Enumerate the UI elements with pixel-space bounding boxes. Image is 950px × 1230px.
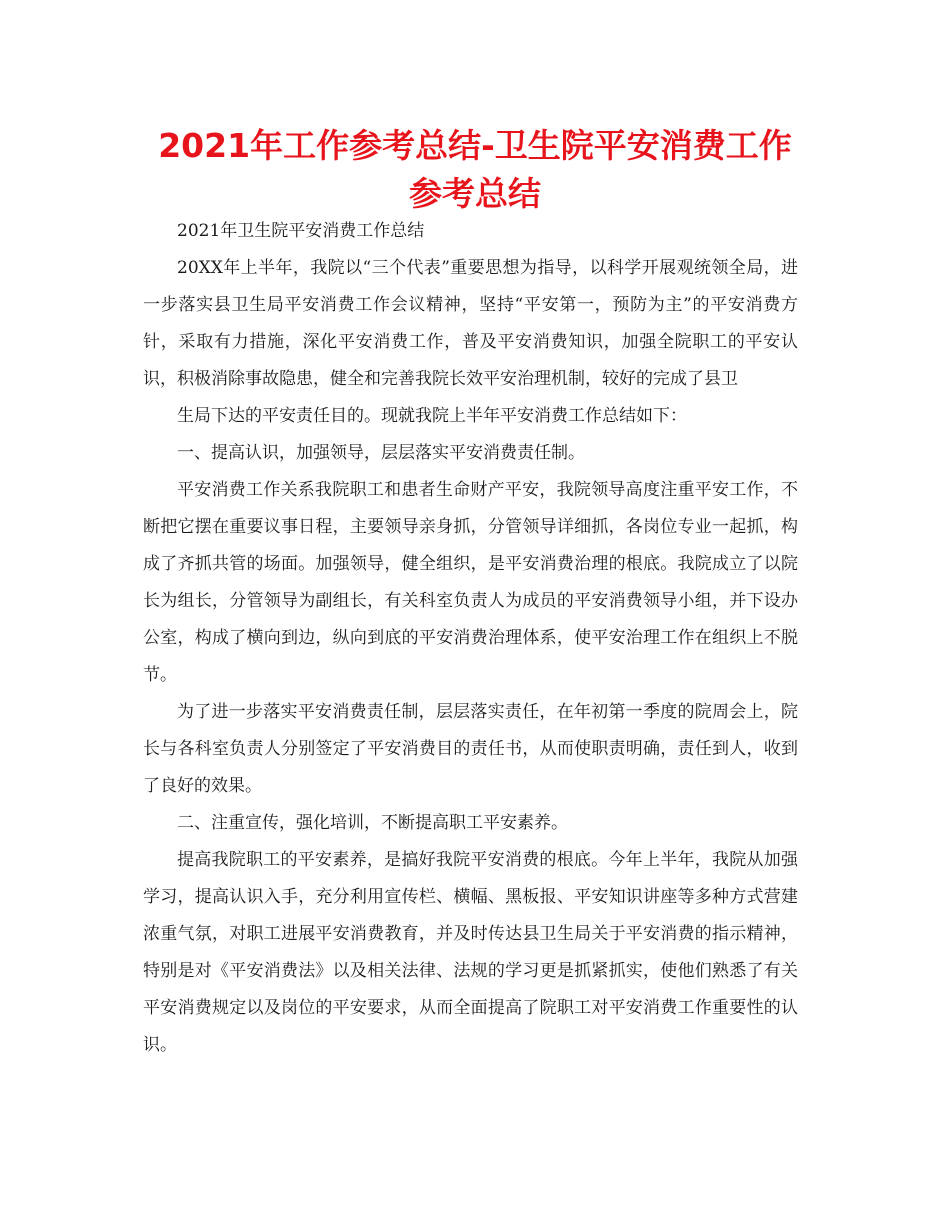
paragraph-section-1a: 平安消费工作关系我院职工和患者生命财产平安，我院领导高度注重平安工作，不断把它摆在重要议事日程，主要领导亲身抓，分管领导详细抓，各岗位专业一起抓，构成了齐抓共管的场面。加强领导，健全组织，是平安消费治理的根底。我院成立了以院长为组长，分管领导为副组长，有关科室负责人为成员的平安消费领导小组，并下设办公室，构成了横向到边，纵向到底的平安消费治理体系，使平安治理工作在组织上不脱节。 <box>143 480 798 685</box>
section-heading-2: 二、注重宣传，强化培训，不断提高职工平安素养。 <box>177 813 568 833</box>
paragraph-subtitle: 2021年卫生院平安消费工作总结 <box>177 221 425 241</box>
paragraph-section-1b: 为了进一步落实平安消费责任制，层层落实责任，在年初第一季度的院周会上，院长与各科室负责人分别签定了平安消费目的责任书，从而使职责明确，责任到人，收到了良好的效果。 <box>143 702 798 796</box>
paragraph-intro-cont: 生局下达的平安责任目的。现就我院上半年平安消费工作总结如下： <box>177 406 687 426</box>
paragraph-intro: 20XX年上半年，我院以“三个代表”重要思想为指导，以科学开展观统领全局，进一步落实县卫生局平安消费工作会议精神，坚持“平安第一，预防为主”的平安消费方针，采取有力措施，深化平安消费工作，普及平安消费知识，加强全院职工的平安认识，积极消除事故隐患，健全和完善我院长效平安治理机制，较好的完成了县卫 <box>143 258 798 389</box>
document-body <box>143 213 798 1064</box>
section-heading-1: 一、提高认识，加强领导，层层落实平安消费责任制。 <box>177 443 585 463</box>
document-title: 2021年工作参考总结-卫生院平安消费工作参考总结 <box>158 126 792 213</box>
paragraph-section-2a: 提高我院职工的平安素养，是搞好我院平安消费的根底。今年上半年，我院从加强学习，提高认识入手，充分利用宣传栏、横幅、黑板报、平安知识讲座等多种方式营建浓重气氛，对职工进展平安消费教育，并及时传达县卫生局关于平安消费的指示精神，特别是对《平安消费法》以及相关法律、法规的学习更是抓紧抓实，使他们熟悉了有关平安消费规定以及岗位的平安要求，从而全面提高了院职工对平安消费工作重要性的认识。 <box>143 850 798 1055</box>
